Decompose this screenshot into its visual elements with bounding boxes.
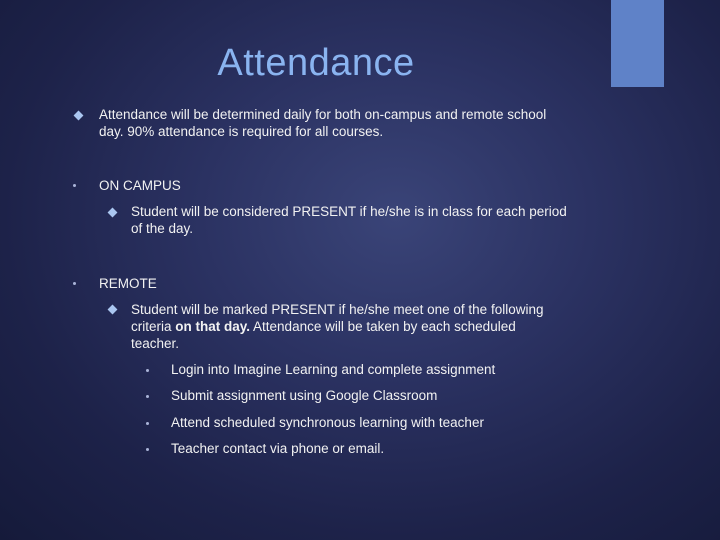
on-campus-line-1: Student will be considered PRESENT if he/she is in class for each period bbox=[131, 204, 567, 219]
dot-bullet-icon bbox=[146, 448, 149, 451]
dot-bullet-icon bbox=[146, 422, 149, 425]
remote-heading: REMOTE bbox=[99, 276, 157, 291]
intro-line-1: Attendance will be determined daily for both on-campus and remote school bbox=[99, 107, 547, 122]
dot-bullet-icon bbox=[146, 395, 149, 398]
remote-emphasis: on that day. bbox=[175, 319, 251, 334]
intro-line-2: day. 90% attendance is required for all courses. bbox=[99, 124, 384, 139]
dot-bullet-icon bbox=[146, 369, 149, 372]
diamond-bullet-icon bbox=[74, 111, 84, 121]
remote-line-1: Student will be marked PRESENT if he/she meet one of the following bbox=[131, 302, 544, 317]
diamond-bullet-icon bbox=[108, 305, 118, 315]
remote-line-2-end: Attendance will be taken by each scheduled bbox=[250, 319, 516, 334]
criteria-item: Login into Imagine Learning and complete assignment bbox=[171, 362, 496, 377]
remote-line-2-start: criteria bbox=[131, 319, 176, 334]
dot-bullet-icon bbox=[73, 184, 76, 187]
intro-bullet bbox=[99, 106, 546, 140]
criteria-item: Teacher contact via phone or email. bbox=[171, 441, 385, 456]
on-campus-line-2: of the day. bbox=[131, 221, 194, 236]
dot-bullet-icon bbox=[73, 282, 76, 285]
criteria-item: Submit assignment using Google Classroom bbox=[171, 388, 438, 403]
on-campus-heading: ON CAMPUS bbox=[99, 178, 181, 193]
remote-line-2 bbox=[131, 318, 543, 335]
remote-detail bbox=[131, 301, 543, 352]
criteria-item: Attend scheduled synchronous learning with teacher bbox=[171, 415, 484, 430]
diamond-bullet-icon bbox=[108, 208, 118, 218]
on-campus-detail bbox=[131, 203, 567, 237]
remote-line-3: teacher. bbox=[131, 336, 180, 351]
slide-title: Attendance bbox=[217, 42, 415, 84]
